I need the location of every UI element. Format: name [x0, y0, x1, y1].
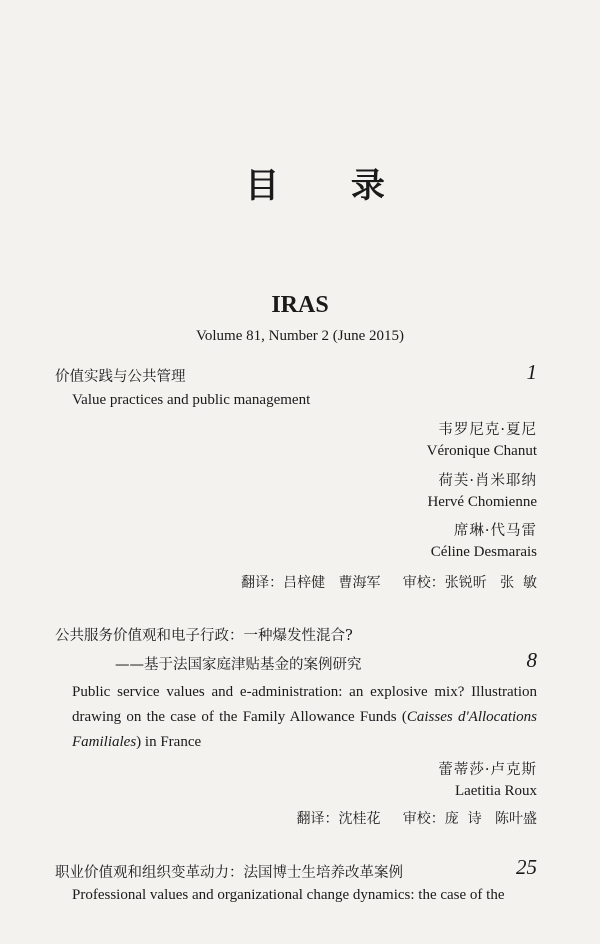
entry-2-en-title-main: Public service values and e-administration: an explosive mix? Illustration drawing on the case of the Family Allowance Funds ( — [72, 684, 537, 725]
entry-2-author-1-zh: 蕾蒂莎·卢克斯 — [438, 762, 537, 778]
entry-3-en-title: Professional values and organizational change dynamics: the case of the — [72, 887, 505, 903]
entry-1-author-2-en: Hervé Chomienne — [427, 494, 537, 510]
entry-1-credits: 翻译：吕梓健 曹海军 审校：张锐昕 张 敏 — [241, 575, 537, 591]
entry-1-author-3-zh: 席琳·代马雷 — [453, 523, 537, 539]
entry-2-author-1-en: Laetitia Roux — [454, 783, 537, 799]
entry-1-author-2-zh: 荷芙·肖米耶纳 — [438, 473, 537, 489]
entry-2-credits: 翻译：沈桂花 审校：庞 诗 陈叶盛 — [296, 811, 537, 827]
entry-1-author-1-en: Véronique Chanut — [426, 443, 537, 459]
entry-2-en-title-italic: Caisses d'Allocations Familiales — [72, 709, 537, 750]
entry-2-zh-title[interactable]: 公共服务价值观和电子行政：一种爆发性混合? — [55, 628, 353, 644]
volume-info: Volume 81, Number 2 (June 2015) — [195, 328, 405, 344]
entry-1-page-number[interactable]: 1 — [526, 360, 537, 384]
entry-2-page-number[interactable]: 8 — [526, 648, 537, 672]
entry-3-page-number[interactable]: 25 — [516, 855, 537, 879]
journal-name: IRAS — [271, 292, 329, 318]
entry-1-author-3-en: Céline Desmarais — [430, 544, 537, 560]
entry-1-author-1-zh: 韦罗尼克·夏尼 — [438, 422, 537, 438]
entry-3-zh-title[interactable]: 职业价值观和组织变革动力：法国博士生培养改革案例 — [55, 865, 403, 881]
entry-1-zh-title[interactable]: 价值实践与公共管理 — [55, 369, 186, 385]
entry-2-en-title-end: ) in France — [136, 734, 202, 750]
entry-1-en-title: Value practices and public management — [72, 392, 311, 408]
entry-2-en-title — [72, 680, 537, 755]
page-title: 目 录 — [245, 166, 415, 206]
entry-2-zh-subtitle: ——基于法国家庭津贴基金的案例研究 — [115, 657, 362, 673]
